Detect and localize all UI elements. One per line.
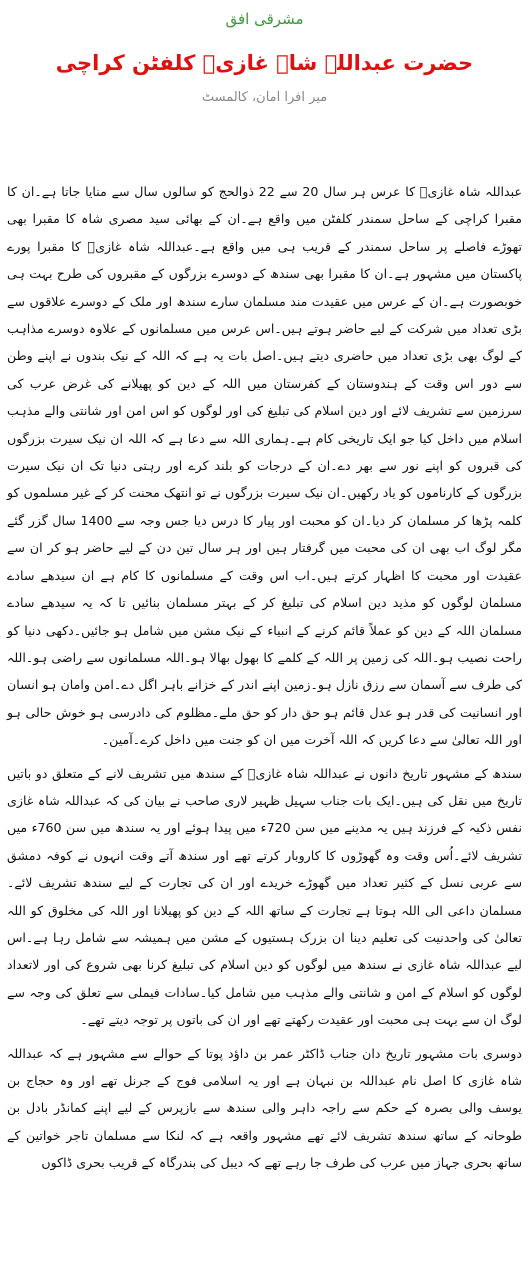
article-paragraph-1: عبداللہ شاہ غازیؒ کا عرس ہر سال 20 سے 22 ذوالحج کو سالوں سال سے منایا جاتا ہے۔ان کا مقبرا کراچی کے ساحل سمندر کلفٹن میں واقع ہے۔ان کے بھائی سید مصری شاہ کا مقبرا بھی تھوڑے فاصلے پر ساحل سمندر کے قریب ہی میں واقع ہے۔عبداللہ شاہ غازیؒ کا مقبرا پورے پاکستان میں مشہور ہے۔ان کا مقبرا بھی سندھ کے دوسرے بزرگوں کے مقبروں کی طرح بہت ہی خوبصورت ہے۔ان کے عرس میں عقیدت مند مسلمان سارے سندھ اور ملک کے دوسرے علاقوں سے بڑی تعداد میں شرکت کے لیے حاضر ہوتے ہیں۔اس عرس میں مسلمانوں کے علاوہ دوسرے مذاہب کے لوگ بھی بڑی تعداد میں حاضری دیتے ہیں۔اصل بات یہ ہے کہ اللہ کے نیک بندوں نے اپنے وطن سے دور اس وقت کے ہندوستان کے کفرستان میں اللہ کے دین کو پھیلانے کی غرض عرب کی سرزمین سے تشریف لائے اور دین اسلام کی تبلیغ کی اور لوگوں کو اس امن اور شانتی والے مذہب اسلام میں داخل کیا جو ایک تاریخی کام ہے۔ہماری اللہ سے دعا ہے کہ اللہ ان نیک سیرت بزرگوں کی قبروں کو اپنے نور سے بھر دے۔ان کے درجات کو بلند کرے اور رہتی دنیا تک ان نیک سیرت بزرگوں کے کارناموں کو یاد رکھیں۔ان نیک سیرت بزرگوں نے تو انتھک محنت کر کے غیر مسلموں کو کلمہ پڑھا کر مسلمان کر دیا۔ان کو محبت اور پیار کا درس دیا جس وجہ سے 1400 سال گزر گئے مگر لوگ اب بھی ان کی محبت میں گرفتار ہیں اور ہر سال تین دن کے لیے حاضر ہو کر ان سے عقیدت اور محبت کا اظہار کرتے ہیں۔اب اس وقت کے مسلمانوں کا کام ہے ان سیدھے سادے مسلمان لوگوں کو مذید دین اسلام کی تبلیغ کر کے بہتر مسلمان بنائیں تا کہ یہ سیدھے سادے مسلمان اللہ کے دین کو عملاً قائم کرنے کے انبیاء کے نیک مشن میں شامل ہو جائیں۔دکھی دنیا کو راحت نصیب ہو۔اللہ کی زمین پر اللہ کے کلمے کا بھول بھالا ہو۔اللہ مسلمانوں سے راضی ہو۔اللہ کی طرف سے آسمان سے رزق نازل ہو۔زمین اپنے اندر کے خزانے باہر اگل دے۔امن وامان ہو انسان اور انسانیت کی قدر ہو عدل قائم ہو حق دار کو حق ملے۔مظلوم کی دادرسی ہو خوش حالی ہو اور اللہ تعالیٰ سے دعا کریں کہ اللہ آخرت میں ان کو جنت میں داخل کرے۔آمین۔ bbox=[7, 184, 523, 748]
article-title: حضرت عبداللہ شاہ غازیؒ کلفٹن کراچی bbox=[55, 51, 474, 75]
section-tag: مشرقی افق bbox=[225, 10, 304, 28]
author-byline: میر افرا امان، کالمسٹ bbox=[201, 90, 328, 105]
article-header bbox=[0, 10, 529, 106]
article-paragraph-2: سندھ کے مشہور تاریخ دانوں نے عبداللہ شاہ غازیؒ کے سندھ میں تشریف لانے کے متعلق دو باتیں تاریخ میں نقل کی ہیں۔ایک بات جناب سہیل ظہیر لاری صاحب نے بیان کی کہ عبداللہ شاہ غازی نفس ذکیہ کے فرزند ہیں یہ مدینے میں سن 720ء میں پیدا ہوئے اور یہ سندھ میں سن 760ء میں تشریف لائے۔اُس وقت وہ گھوڑوں کا کاروبار کرتے تھے اور سندھ آتے وقت انہوں نے کوفہ دمشق سے عربی نسل کے کثیر تعداد میں گھوڑے خریدے اور ان کی تجارت کے لیے سندھ تشریف لائے۔مسلمان داعی الی اللہ ہوتا ہے تجارت کے ساتھ اللہ کے دین کو پھیلانا اور اللہ کی مخلوق کو اللہ تعالیٰ کی واحدنیت کی تعلیم دینا ان بزرک ہستیوں کے مشن میں ہمیشہ سے شامل رہا ہے۔اس لیے عبداللہ شاہ غازی نے سندھ میں لوگوں کو دین اسلام کی تبلیغ کرنا بھی شروع کی اور لاتعداد لوگوں کو اسلام کے امن و شانتی والے مذہب میں شامل کیا۔سادات فیملی سے تعلق کی وجہ سے لوگ ان سے بہت ہی محبت اور عقیدت رکھتے تھے اور ان کی باتوں پر توجہ دیتے تھے۔ bbox=[7, 765, 523, 1028]
article-body bbox=[7, 178, 522, 1183]
article-paragraph-3: دوسری بات مشہور تاریخ دان جناب ڈاکٹر عمر بن داؤد پوتا کے حوالے سے مشہور ہے کہ عبداللہ شاہ غازی کا اصل نام عبداللہ بن نبہان ہے اور یہ اسلامی فوج کے جرنل تھے اور وہ حجاج بن یوسف والی بصرہ کے حکم سے راجہ داہر والی سندھ سے بازپرس کے لیے اپنے کمانڈر بادل بن طوحانہ کے ساتھ سندھ تشریف لائے تھے مشہور واقعہ ہے کہ لنکا سے مسلمان تاجر خواتین کے ساتھ بحری جہاز میں عرب کی طرف جا رہے تھے کہ دیبل کی بندرگاہ کے قریب بحری ڈاکوں bbox=[7, 1045, 522, 1171]
